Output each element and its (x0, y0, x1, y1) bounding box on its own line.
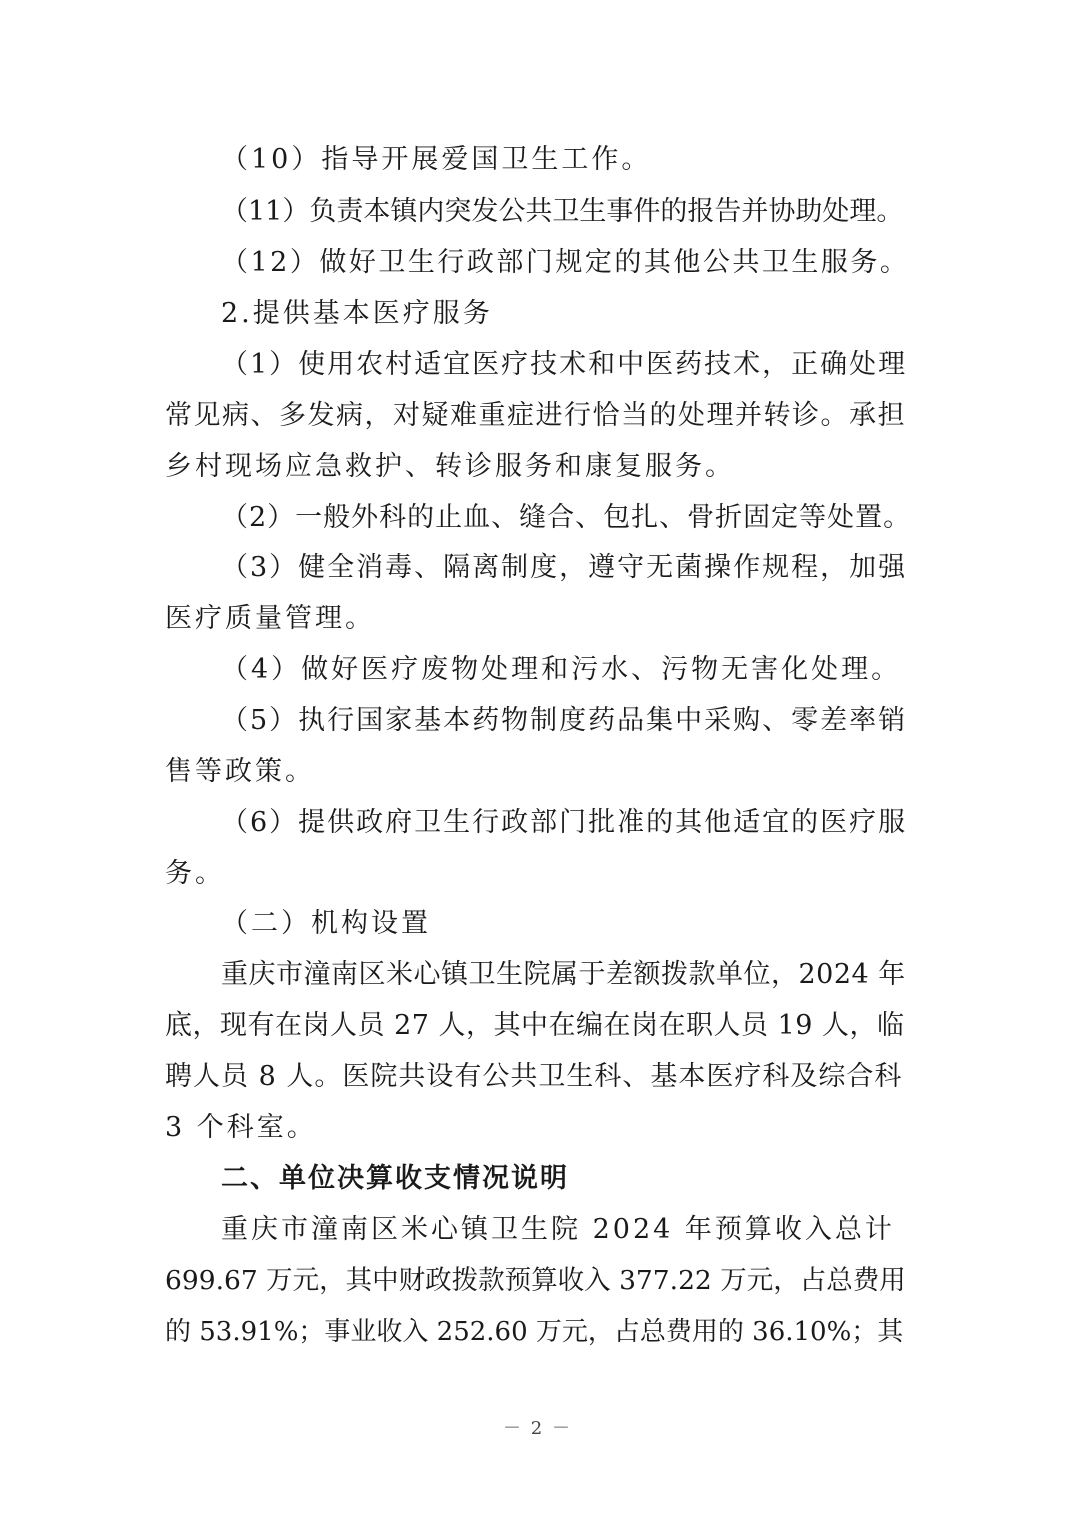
text-line: （4）做好医疗废物处理和污水、污物无害化处理。 (221, 654, 902, 685)
text-line: 重庆市潼南区米心镇卫生院 2024 年预算收入总计 (221, 1214, 895, 1245)
section-subheading: （二）机构设置 (221, 908, 431, 939)
text-line: 重庆市潼南区米心镇卫生院属于差额拨款单位，2024 年 (221, 959, 906, 990)
text-line: （2）一般外科的止血、缝合、包扎、骨折固定等处置。 (221, 502, 912, 533)
text-line: （12）做好卫生行政部门规定的其他公共卫生服务。 (221, 247, 910, 278)
text-line: 的 53.91%；事业收入 252.60 万元，占总费用的 36.10%；其 (165, 1317, 904, 1347)
text-line: 699.67 万元，其中财政拨款预算收入 377.22 万元，占总费用 (165, 1265, 906, 1296)
text-line: 医疗质量管理。 (165, 603, 375, 634)
text-line: （3）健全消毒、隔离制度，遵守无菌操作规程，加强 (221, 552, 908, 583)
text-line: （6）提供政府卫生行政部门批准的其他适宜的医疗服 (221, 807, 908, 838)
text-line: 底，现有在岗人员 27 人，其中在编在岗在职人员 19 人，临 (165, 1010, 905, 1041)
section-heading: 二、单位决算收支情况说明 (221, 1163, 569, 1194)
section-subheading: 2.提供基本医疗服务 (221, 298, 493, 329)
text-line: （1）使用农村适宜医疗技术和中医药技术，正确处理 (221, 349, 908, 380)
text-line: 务。 (165, 858, 225, 889)
text-line: 乡村现场应急救护、转诊服务和康复服务。 (165, 451, 735, 482)
text-line: （10）指导开展爱国卫生工作。 (221, 144, 652, 175)
page-number: － 2 － (503, 1418, 572, 1439)
text-line: 3 个科室。 (165, 1112, 317, 1143)
text-line: 售等政策。 (165, 756, 315, 787)
text-line: 聘人员 8 人。医院共设有公共卫生科、基本医疗科及综合科 (165, 1061, 903, 1092)
text-line: （11）负责本镇内突发公共卫生事件的报告并协助处理。 (221, 196, 904, 227)
text-line: （5）执行国家基本药物制度药品集中采购、零差率销 (221, 705, 908, 736)
text-line: 常见病、多发病，对疑难重症进行恰当的处理并转诊。承担 (165, 400, 906, 431)
